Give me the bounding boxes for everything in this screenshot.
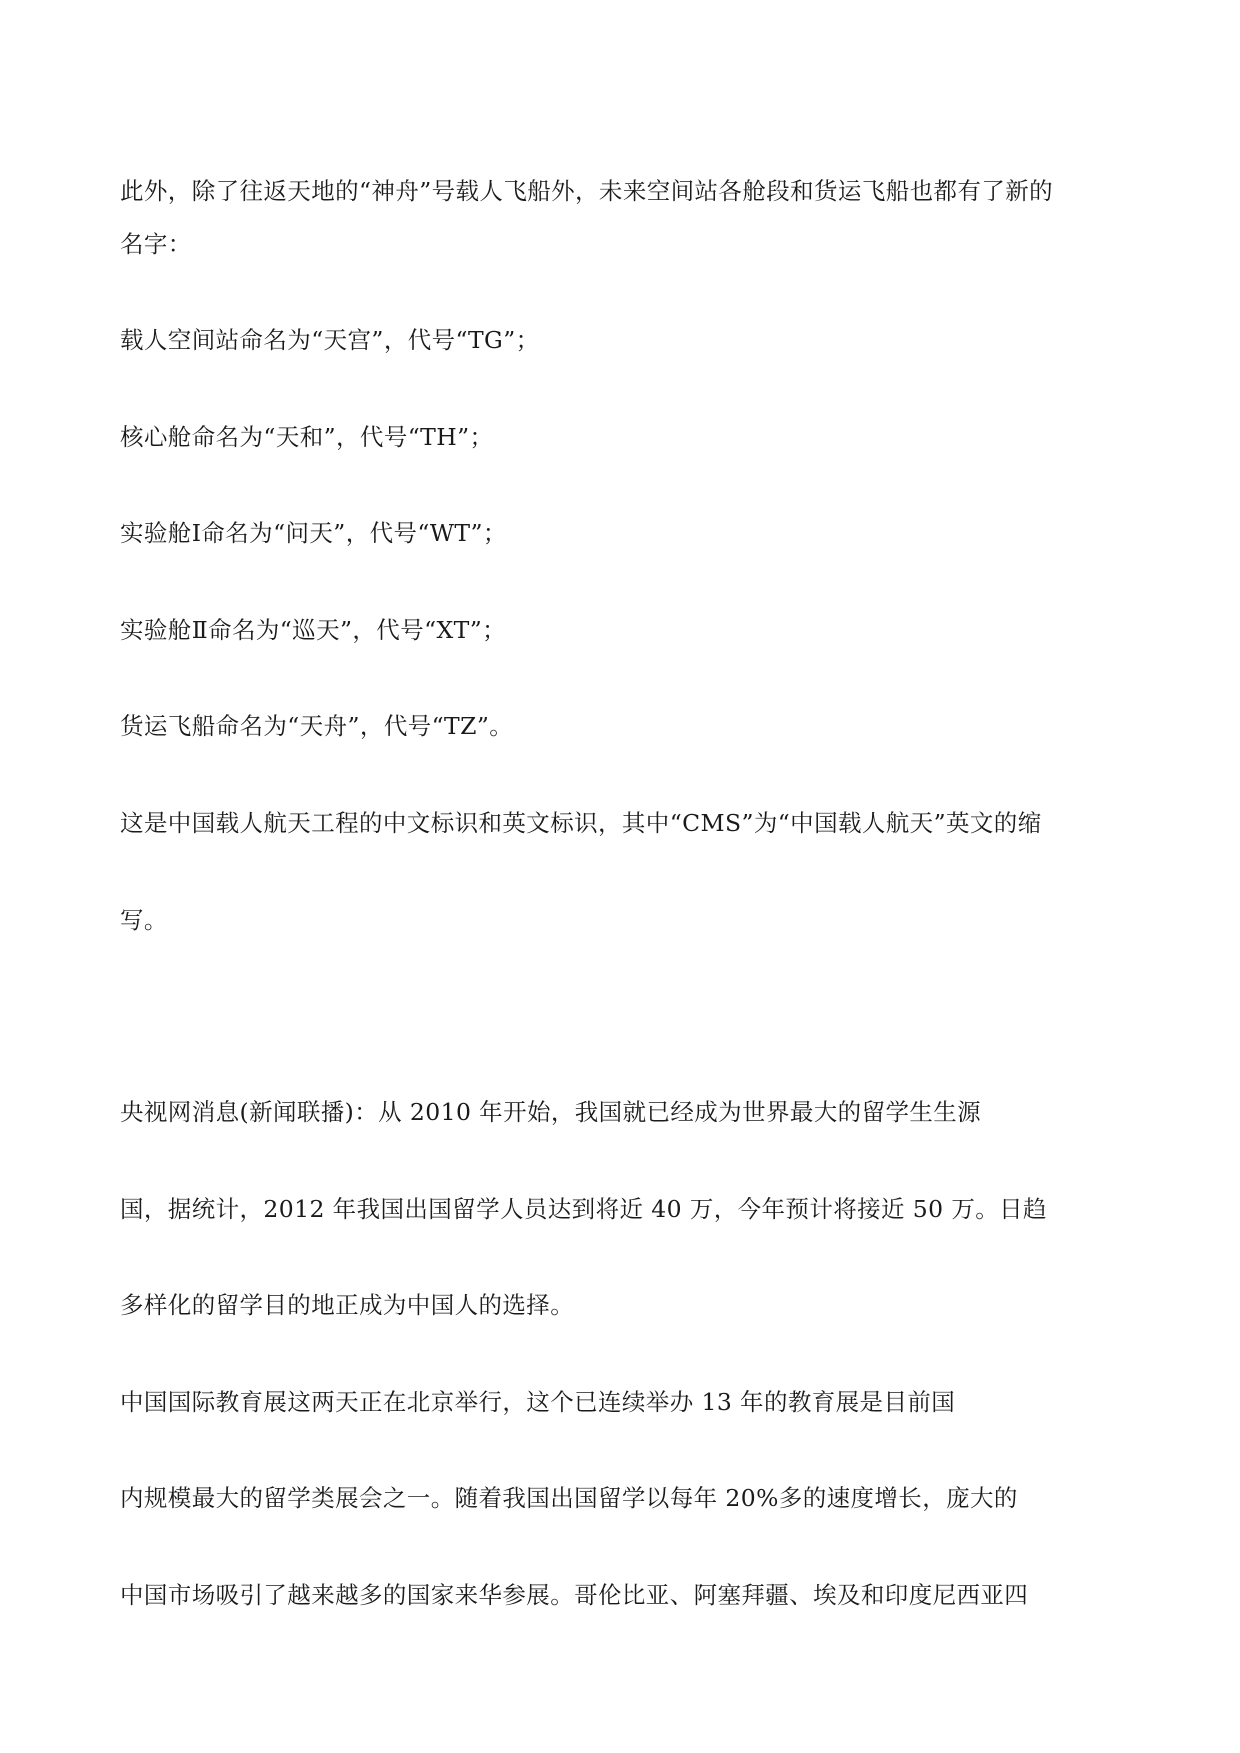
paragraph-line: 中国市场吸引了越来越多的国家来华参展。哥伦比亚、阿塞拜疆、埃及和印度尼西亚四 xyxy=(120,1581,1029,1609)
paragraph-line: 名字： xyxy=(120,230,192,258)
list-item: 货运飞船命名为“天舟”，代号“TZ”。 xyxy=(120,712,514,740)
paragraph-line: 央视网消息(新闻联播)：从 2010 年开始，我国就已经成为世界最大的留学生生源 xyxy=(120,1098,982,1126)
list-item: 实验舱Ⅱ命名为“巡天”，代号“XT”； xyxy=(120,616,507,644)
paragraph-line: 多样化的留学目的地正成为中国人的选择。 xyxy=(120,1291,575,1319)
list-item: 核心舱命名为“天和”，代号“TH”； xyxy=(120,423,494,451)
paragraph-line: 国，据统计，2012 年我国出国留学人员达到将近 40 万，今年预计将接近 50 万。日趋 xyxy=(120,1195,1047,1223)
list-item: 载人空间站命名为“天宫”，代号“TG”； xyxy=(120,326,540,354)
list-item: 实验舱Ⅰ命名为“问天”，代号“WT”； xyxy=(120,519,507,547)
paragraph-line: 此外，除了往返天地的“神舟”号载人飞船外，未来空间站各舱段和货运飞船也都有了新的 xyxy=(120,177,1054,205)
paragraph-line: 中国国际教育展这两天正在北京举行，这个已连续举办 13 年的教育展是目前国 xyxy=(120,1388,956,1416)
paragraph-line: 这是中国载人航天工程的中文标识和英文标识，其中“CMS”为“中国载人航天”英文的缩 xyxy=(120,809,1042,837)
paragraph-line: 内规模最大的留学类展会之一。随着我国出国留学以每年 20%多的速度增长，庞大的 xyxy=(120,1484,1018,1512)
paragraph-line: 写。 xyxy=(120,906,168,934)
